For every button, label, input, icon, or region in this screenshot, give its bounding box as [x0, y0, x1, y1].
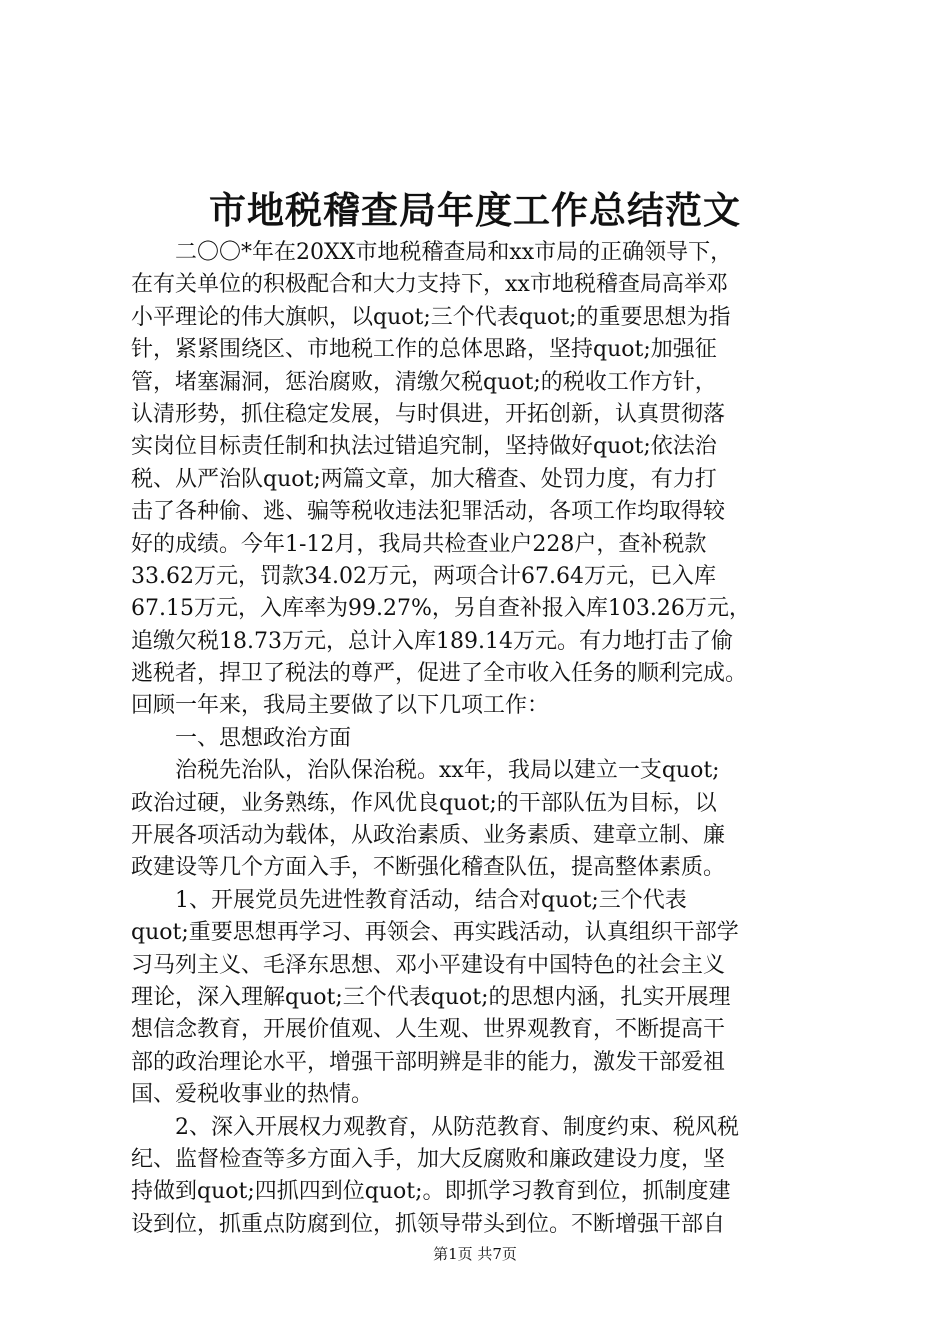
body-line: 实岗位目标责任制和执法过错追究制，坚持做好quot;依法治: [131, 434, 717, 460]
body-line: 认清形势，抓住稳定发展，与时俱进，开拓创新，认真贯彻落: [131, 401, 726, 427]
page-number: 第1页 共7页: [433, 1245, 517, 1263]
body-line: 逃税者，捍卫了税法的尊严，促进了全市收入任务的顺利完成。: [131, 661, 748, 687]
body-line: 67.15万元，入库率为99.27%，另自查补报入库103.26万元，: [131, 596, 751, 622]
body-line: 好的成绩。今年1-12月，我局共检查业户228户，查补税款: [131, 531, 707, 557]
body-line: quot;重要思想再学习、再领会、再实践活动，认真组织干部学: [131, 920, 739, 946]
body-line: 国、爱税收事业的热情。: [131, 1082, 374, 1108]
body-line: 在有关单位的积极配合和大力支持下，xx市地税稽查局高举邓: [131, 272, 728, 298]
body-line: 小平理论的伟大旗帜，以quot;三个代表quot;的重要思想为指: [131, 304, 731, 330]
body-line: 回顾一年来，我局主要做了以下几项工作：: [131, 693, 550, 719]
body-line: 1、开展党员先进性教育活动，结合对quot;三个代表: [131, 887, 687, 913]
body-line: 管，堵塞漏洞，惩治腐败，清缴欠税quot;的税收工作方针，: [131, 369, 717, 395]
document-body: [131, 237, 851, 1241]
body-line: 33.62万元，罚款34.02万元，两项合计67.64万元，已入库: [131, 563, 716, 589]
document-title: 市地税稽查局年度工作总结范文: [209, 188, 741, 232]
body-line: 政治过硬，业务熟练，作风优良quot;的干部队伍为目标，以: [131, 790, 717, 816]
body-line: 针，紧紧围绕区、市地税工作的总体思路，坚持quot;加强征: [131, 337, 717, 363]
body-line: 2、深入开展权力观教育，从防范教育、制度约束、税风税: [131, 1114, 739, 1140]
body-line: 政建设等几个方面入手，不断强化稽查队伍，提高整体素质。: [131, 855, 726, 881]
body-line: 习马列主义、毛泽东思想、邓小平建设有中国特色的社会主义: [131, 952, 726, 978]
body-line: 持做到quot;四抓四到位quot;。即抓学习教育到位，抓制度建: [131, 1179, 731, 1205]
body-line: 税、从严治队quot;两篇文章，加大稽查、处罚力度，有力打: [131, 466, 717, 492]
body-line: 击了各种偷、逃、骗等税收违法犯罪活动，各项工作均取得较: [131, 499, 726, 525]
body-line: 治税先治队，治队保治税。xx年，我局以建立一支quot;: [131, 758, 720, 784]
body-line: 理论，深入理解quot;三个代表quot;的思想内涵，扎实开展理: [131, 984, 731, 1010]
body-line: 纪、监督检查等多方面入手，加大反腐败和廉政建设力度，坚: [131, 1146, 726, 1172]
body-line: 部的政治理论水平，增强干部明辨是非的能力，激发干部爱祖: [131, 1049, 726, 1075]
body-line: 二〇〇*年在20XX市地税稽查局和xx市局的正确领导下，: [131, 240, 733, 265]
body-line: 追缴欠税18.73万元，总计入库189.14万元。有力地打击了偷: [131, 628, 733, 654]
body-line: 一、思想政治方面: [131, 725, 352, 751]
body-line: 设到位，抓重点防腐到位，抓领导带头到位。不断增强干部自: [131, 1211, 726, 1237]
body-line: 想信念教育，开展价值观、人生观、世界观教育，不断提高干: [131, 1017, 726, 1043]
body-line: 开展各项活动为载体，从政治素质、业务素质、建章立制、廉: [131, 823, 726, 849]
